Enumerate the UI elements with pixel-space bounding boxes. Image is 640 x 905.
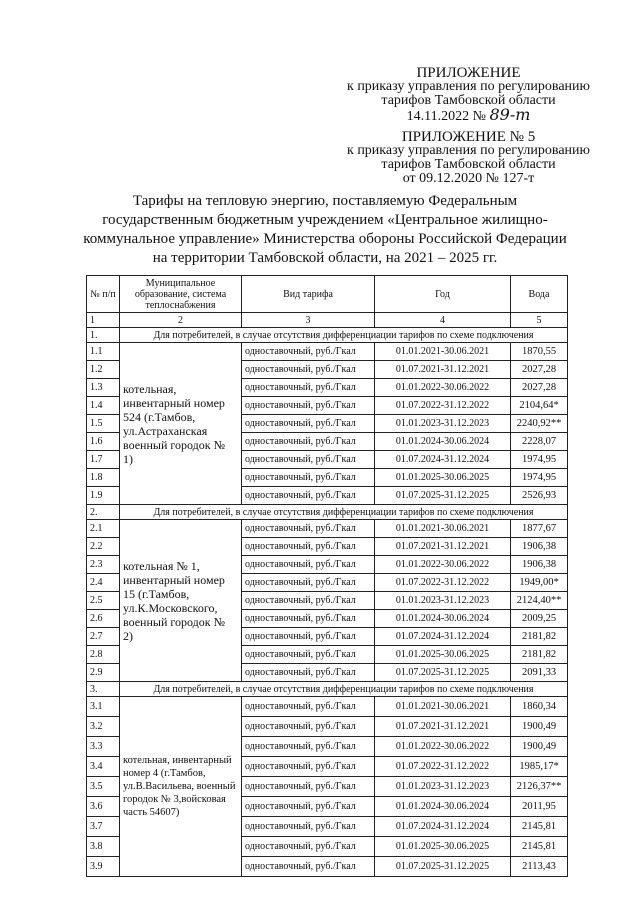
row-number: 1.5 [87,415,120,433]
appendix5-header [347,130,590,186]
document-title-line4: на территории Тамбовской области, на 2021 – 2025 гг. [152,250,498,266]
tariff-period: 01.01.2023-31.12.2023 [375,777,511,797]
tariff-period: 01.01.2023-31.12.2023 [375,415,511,433]
document-title-line2: государственным бюджетным учреждением «Центральное жилищно- [102,212,548,228]
tariff-type: одноставочный, руб./Гкал [242,857,375,877]
table-row [87,697,568,717]
group-title: Для потребителей, в случае отсутствия дифференциации тарифов по схеме подключения [120,505,568,520]
tariff-period: 01.07.2024-31.12.2024 [375,817,511,837]
row-number: 2.6 [87,610,120,628]
appendix5-line3: от 09.12.2020 № 127-т [402,171,535,186]
tariff-type: одноставочный, руб./Гкал [242,415,375,433]
appendix-title: ПРИЛОЖЕНИЕ [416,65,521,81]
appendix5-line2: тарифов Тамбовской области [381,157,556,172]
water-tariff-value: 1974,95 [511,469,568,487]
tariff-type: одноставочный, руб./Гкал [242,610,375,628]
tariff-type: одноставочный, руб./Гкал [242,697,375,717]
row-number: 3.4 [87,757,120,777]
tariff-type: одноставочный, руб./Гкал [242,469,375,487]
water-tariff-value: 2145,81 [511,817,568,837]
tariff-type: одноставочный, руб./Гкал [242,664,375,682]
tariff-period: 01.01.2024-30.06.2024 [375,433,511,451]
tariff-period: 01.01.2025-30.06.2025 [375,646,511,664]
row-number: 3.5 [87,777,120,797]
water-tariff-value: 2126,37** [511,777,568,797]
row-number: 1.8 [87,469,120,487]
tariff-type: одноставочный, руб./Гкал [242,556,375,574]
water-tariff-value: 2009,25 [511,610,568,628]
tariff-period: 01.07.2025-31.12.2025 [375,664,511,682]
row-number: 2.9 [87,664,120,682]
header-num: № п/п [87,276,120,313]
municipal-system: котельная, инвентарный номер 4 (г.Тамбов, ул.В.Васильева, военный городок № 3,войсковая часть 54607) [120,697,242,877]
tariff-type: одноставочный, руб./Гкал [242,343,375,361]
tariff-period: 01.07.2022-31.12.2022 [375,574,511,592]
row-number: 3.7 [87,817,120,837]
order-date-label: 14.11.2022 № [406,109,486,124]
appendix-line3 [347,105,590,124]
header-water: Вода [511,276,568,313]
water-tariff-value: 2145,81 [511,837,568,857]
group-header-row [87,682,568,697]
tariff-period: 01.07.2021-31.12.2021 [375,361,511,379]
tariff-type: одноставочный, руб./Гкал [242,520,375,538]
tariff-table [86,275,568,877]
row-number: 3.1 [87,697,120,717]
tariff-type: одноставочный, руб./Гкал [242,646,375,664]
row-number: 3.9 [87,857,120,877]
row-number: 1.1 [87,343,120,361]
group-header-row [87,328,568,343]
col-number: 1 [87,313,120,328]
tariff-period: 01.01.2023-31.12.2023 [375,592,511,610]
tariff-period: 01.07.2025-31.12.2025 [375,487,511,505]
row-number: 1.6 [87,433,120,451]
row-number: 3.8 [87,837,120,857]
tariff-period: 01.01.2025-30.06.2025 [375,837,511,857]
water-tariff-value: 1974,95 [511,451,568,469]
row-number: 3.3 [87,737,120,757]
tariff-type: одноставочный, руб./Гкал [242,379,375,397]
tariff-period: 01.01.2022-30.06.2022 [375,737,511,757]
water-tariff-value: 1906,38 [511,556,568,574]
tariff-period: 01.01.2022-30.06.2022 [375,556,511,574]
tariff-period: 01.01.2021-30.06.2021 [375,343,511,361]
tariff-period: 01.07.2021-31.12.2021 [375,717,511,737]
tariff-type: одноставочный, руб./Гкал [242,757,375,777]
col-number: 5 [511,313,568,328]
header-municipal: Муниципальное образование, система теплоснабжения [120,276,242,313]
tariff-period: 01.07.2022-31.12.2022 [375,757,511,777]
tariff-type: одноставочный, руб./Гкал [242,737,375,757]
header-year: Год [375,276,511,313]
group-title: Для потребителей, в случае отсутствия дифференциации тарифов по схеме подключения [120,328,568,343]
tariff-period: 01.01.2022-30.06.2022 [375,379,511,397]
appendix5-title: ПРИЛОЖЕНИЕ № 5 [401,129,536,145]
handwritten-order-number: 89-т [489,105,531,124]
water-tariff-value: 2104,64* [511,397,568,415]
table-row [87,343,568,361]
water-tariff-value: 2228,07 [511,433,568,451]
tariff-type: одноставочный, руб./Гкал [242,592,375,610]
water-tariff-value: 1877,67 [511,520,568,538]
water-tariff-value: 1900,49 [511,717,568,737]
col-number: 4 [375,313,511,328]
col-number: 3 [242,313,375,328]
group-title: Для потребителей, в случае отсутствия дифференциации тарифов по схеме подключения [120,682,568,697]
water-tariff-value: 2011,95 [511,797,568,817]
water-tariff-value: 2113,43 [511,857,568,877]
appendix5-line1: к приказу управления по регулированию [347,143,590,158]
group-number: 1. [87,328,120,343]
tariff-type: одноставочный, руб./Гкал [242,628,375,646]
row-number: 1.7 [87,451,120,469]
tariff-type: одноставочный, руб./Гкал [242,361,375,379]
document-title-line1: Тарифы на тепловую энергию, поставляемую Федеральным [132,193,518,209]
row-number: 1.3 [87,379,120,397]
row-number: 1.2 [87,361,120,379]
tariff-type: одноставочный, руб./Гкал [242,397,375,415]
water-tariff-value: 2526,93 [511,487,568,505]
tariff-type: одноставочный, руб./Гкал [242,717,375,737]
row-number: 3.2 [87,717,120,737]
water-tariff-value: 1985,17* [511,757,568,777]
table-row [87,520,568,538]
water-tariff-value: 1900,49 [511,737,568,757]
tariff-period: 01.01.2021-30.06.2021 [375,520,511,538]
water-tariff-value: 1870,55 [511,343,568,361]
water-tariff-value: 2027,28 [511,361,568,379]
row-number: 2.2 [87,538,120,556]
water-tariff-value: 2091,33 [511,664,568,682]
row-number: 1.9 [87,487,120,505]
tariff-period: 01.01.2024-30.06.2024 [375,610,511,628]
water-tariff-value: 1860,34 [511,697,568,717]
row-number: 2.8 [87,646,120,664]
header-tariff-type: Вид тарифа [242,276,375,313]
group-number: 2. [87,505,120,520]
row-number: 2.7 [87,628,120,646]
row-number: 2.3 [87,556,120,574]
tariff-period: 01.07.2021-31.12.2021 [375,538,511,556]
appendix-line1: к приказу управления по регулированию [347,79,590,94]
water-tariff-value: 1949,00* [511,574,568,592]
municipal-system: котельная, инвентарный номер 524 (г.Тамбов, ул.Астраханская военный городок № 1) [120,343,242,505]
water-tariff-value: 2240,92** [511,415,568,433]
row-number: 2.1 [87,520,120,538]
water-tariff-value: 2181,82 [511,628,568,646]
municipal-system: котельная № 1, инвентарный номер 15 (г.Тамбов, ул.К.Московского, военный городок № 2) [120,520,242,682]
tariff-period: 01.07.2024-31.12.2024 [375,451,511,469]
tariff-type: одноставочный, руб./Гкал [242,433,375,451]
document-title-line3: коммунальное управление» Министерства обороны Российской Федерации [83,231,567,247]
row-number: 3.6 [87,797,120,817]
tariff-period: 01.01.2021-30.06.2021 [375,697,511,717]
row-number: 2.4 [87,574,120,592]
tariff-type: одноставочный, руб./Гкал [242,538,375,556]
tariff-type: одноставочный, руб./Гкал [242,797,375,817]
tariff-period: 01.07.2025-31.12.2025 [375,857,511,877]
group-header-row [87,505,568,520]
tariff-period: 01.01.2025-30.06.2025 [375,469,511,487]
tariff-period: 01.01.2024-30.06.2024 [375,797,511,817]
tariff-period: 01.07.2024-31.12.2024 [375,628,511,646]
row-number: 2.5 [87,592,120,610]
water-tariff-value: 2124,40** [511,592,568,610]
tariff-type: одноставочный, руб./Гкал [242,574,375,592]
appendix-line2: тарифов Тамбовской области [381,93,556,108]
appendix-header [347,66,590,124]
water-tariff-value: 1906,38 [511,538,568,556]
col-number: 2 [120,313,242,328]
tariff-type: одноставочный, руб./Гкал [242,777,375,797]
tariff-type: одноставочный, руб./Гкал [242,817,375,837]
group-number: 3. [87,682,120,697]
row-number: 1.4 [87,397,120,415]
tariff-type: одноставочный, руб./Гкал [242,487,375,505]
tariff-type: одноставочный, руб./Гкал [242,837,375,857]
document-title [60,192,590,268]
tariff-type: одноставочный, руб./Гкал [242,451,375,469]
water-tariff-value: 2027,28 [511,379,568,397]
water-tariff-value: 2181,82 [511,646,568,664]
tariff-period: 01.07.2022-31.12.2022 [375,397,511,415]
